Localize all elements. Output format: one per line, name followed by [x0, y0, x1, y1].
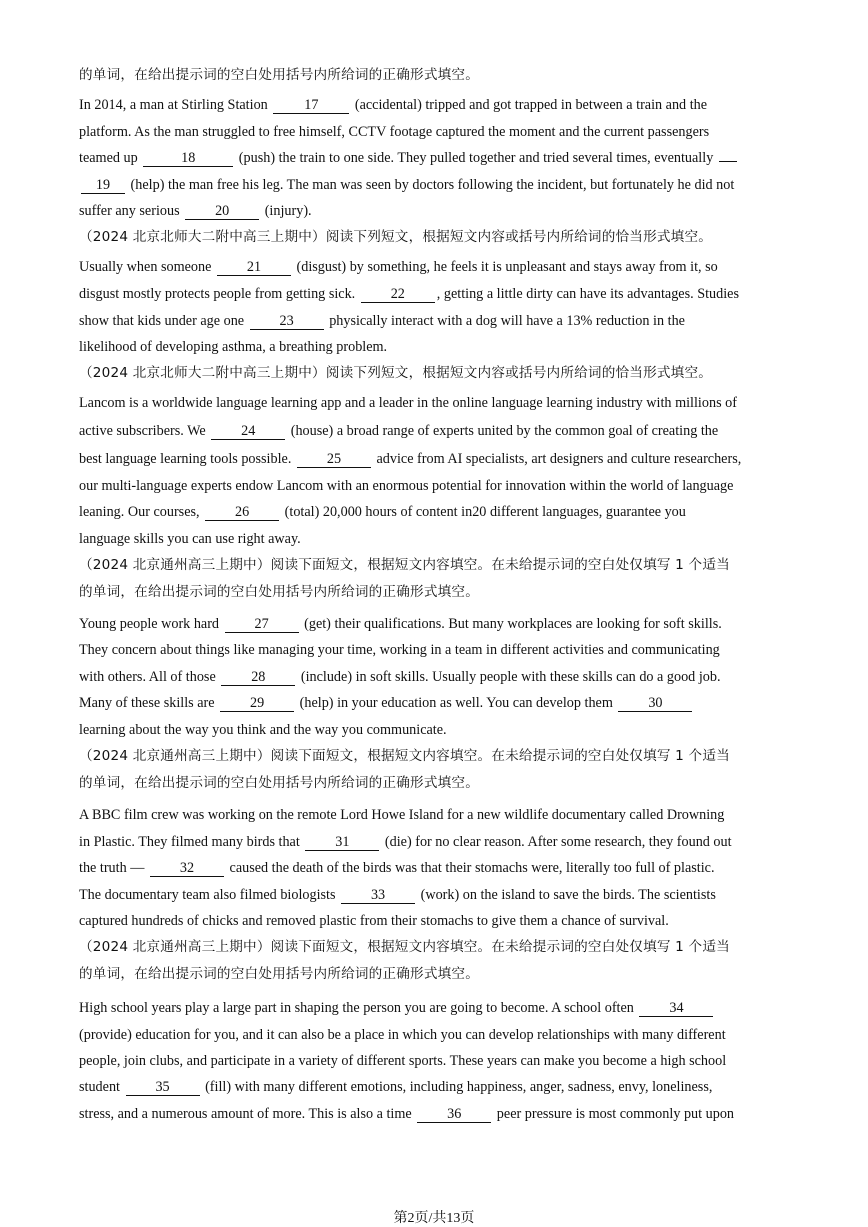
- text-segment: suffer any serious: [79, 203, 184, 219]
- answer-blank[interactable]: 21: [217, 260, 291, 276]
- text-segment: Usually when someone: [79, 259, 215, 275]
- text-segment: active subscribers. We: [79, 423, 210, 439]
- text-line: [79, 668, 808, 686]
- answer-blank[interactable]: 32: [150, 861, 224, 877]
- text-line: [79, 583, 808, 601]
- answer-blank[interactable]: 33: [341, 888, 415, 904]
- text-segment: caused the death of the birds was that their stomachs were, literally too full of plastic.: [225, 860, 715, 876]
- text-segment: They concern about things like managing your time, working in a team in different activities and communicating: [79, 642, 720, 658]
- answer-blank[interactable]: 25: [297, 452, 371, 468]
- text-line: [79, 615, 808, 633]
- text-line: [79, 1052, 808, 1070]
- text-line: [79, 912, 808, 930]
- text-line: [79, 1105, 808, 1123]
- text-segment: captured hundreds of chicks and removed plastic from their stomachs to give them a chance of survival.: [79, 913, 669, 929]
- text-segment: High school years play a large part in shaping the person you are going to become. A school often: [79, 1000, 638, 1016]
- answer-blank[interactable]: 26: [205, 505, 279, 521]
- text-line: [79, 556, 808, 574]
- text-segment: Young people work hard: [79, 616, 223, 632]
- text-segment: (accidental) tripped and got trapped in between a train and the: [351, 97, 708, 113]
- text-line: [79, 394, 808, 412]
- text-segment: In 2014, a man at Stirling Station: [79, 97, 272, 113]
- text-segment: (work) on the island to save the birds. The scientists: [417, 887, 716, 903]
- text-segment: 的单词，在给出提示词的空白处用括号内所给词的正确形式填空。: [79, 584, 480, 600]
- text-segment: 的单词，在给出提示词的空白处用括号内所给词的正确形式填空。: [79, 966, 480, 982]
- text-line: [79, 833, 808, 851]
- answer-blank[interactable]: 29: [220, 696, 294, 712]
- text-segment: (push) the train to one side. They pulled together and tried several times, eventually: [235, 150, 717, 166]
- text-segment: physically interact with a dog will have a 13% reduction in the: [325, 313, 685, 329]
- answer-blank[interactable]: 27: [225, 617, 299, 633]
- text-segment: , getting a little dirty can have its advantages. Studies: [436, 286, 739, 302]
- text-line: [79, 1026, 808, 1044]
- text-segment: (injury).: [261, 203, 312, 219]
- text-line: [79, 503, 808, 521]
- text-line: [79, 66, 808, 84]
- text-segment: Lancom is a worldwide language learning app and a leader in the online language learning industry with millions of: [79, 395, 737, 411]
- text-segment: The documentary team also filmed biologists: [79, 887, 340, 903]
- text-line: [79, 1078, 808, 1096]
- answer-blank[interactable]: 24: [211, 424, 285, 440]
- answer-blank[interactable]: 17: [273, 98, 349, 114]
- answer-blank[interactable]: 18: [143, 151, 233, 167]
- text-segment: (help) the man free his leg. The man was seen by doctors following the incident, but fortunately he did not: [127, 177, 735, 193]
- text-line: [79, 774, 808, 792]
- page-footer: 第2页/共13页: [393, 1211, 475, 1226]
- answer-blank[interactable]: 19: [81, 178, 125, 194]
- text-segment: advice from AI specialists, art designers and culture researchers,: [372, 451, 742, 467]
- text-segment: Many of these skills are: [79, 695, 219, 711]
- text-line: [79, 228, 808, 246]
- answer-blank[interactable]: 22: [361, 287, 435, 303]
- text-line: [79, 202, 808, 220]
- text-line: [79, 477, 808, 495]
- answer-blank[interactable]: 30: [618, 696, 692, 712]
- text-line: [79, 806, 808, 824]
- text-line: [79, 176, 808, 194]
- text-line: [79, 285, 808, 303]
- text-segment: （2024 北京北师大二附中高三上期中）阅读下列短文，根据短文内容或括号内所给词的恰当形式填空。: [79, 365, 713, 381]
- text-segment: with others. All of those: [79, 669, 220, 685]
- text-segment: (house) a broad range of experts united by the common goal of creating the: [287, 423, 719, 439]
- text-segment: platform. As the man struggled to free himself, CCTV footage captured the moment and the current passengers: [79, 124, 710, 140]
- text-line: [79, 721, 808, 739]
- answer-blank[interactable]: 34: [639, 1001, 713, 1017]
- text-segment: our multi-language experts endow Lancom with an enormous potential for innovation within the world of language: [79, 478, 734, 494]
- text-segment: in Plastic. They filmed many birds that: [79, 834, 304, 850]
- text-segment: A BBC film crew was working on the remote Lord Howe Island for a new wildlife documentary called Drowning: [79, 807, 725, 823]
- text-segment: 的单词，在给出提示词的空白处用括号内所给词的正确形式填空。: [79, 775, 480, 791]
- answer-blank[interactable]: 31: [305, 835, 379, 851]
- text-segment: (total) 20,000 hours of content in20 different languages, guarantee you: [281, 504, 686, 520]
- text-line: [79, 338, 808, 356]
- text-line: [79, 886, 808, 904]
- text-line: [79, 530, 808, 548]
- text-line: [79, 149, 808, 167]
- text-line: [79, 312, 808, 330]
- text-line: [79, 450, 808, 468]
- text-segment: (help) in your education as well. You can develop them: [296, 695, 617, 711]
- text-line: [79, 641, 808, 659]
- text-segment: （2024 北京北师大二附中高三上期中）阅读下列短文，根据短文内容或括号内所给词的恰当形式填空。: [79, 229, 713, 245]
- answer-blank[interactable]: 23: [250, 314, 324, 330]
- text-segment: best language learning tools possible.: [79, 451, 295, 467]
- text-segment: people, join clubs, and participate in a variety of different sports. These years can make you become a high school: [79, 1053, 727, 1069]
- text-line: [79, 859, 808, 877]
- text-segment: teamed up: [79, 150, 142, 166]
- text-segment: 的单词，在给出提示词的空白处用括号内所给词的正确形式填空。: [79, 67, 480, 83]
- answer-blank[interactable]: 28: [221, 670, 295, 686]
- text-line: [79, 938, 808, 956]
- text-segment: (include) in soft skills. Usually people with these skills can do a good job.: [297, 669, 721, 685]
- text-line: [79, 96, 808, 114]
- text-segment: show that kids under age one: [79, 313, 248, 329]
- text-line: [79, 422, 808, 440]
- answer-blank[interactable]: 35: [126, 1080, 200, 1096]
- text-segment: (get) their qualifications. But many workplaces are looking for soft skills.: [300, 616, 722, 632]
- text-line: [79, 999, 808, 1017]
- text-line: [79, 123, 808, 141]
- text-segment: peer pressure is most commonly put upon: [493, 1106, 735, 1122]
- text-line: [79, 258, 808, 276]
- text-segment: （2024 北京通州高三上期中）阅读下面短文，根据短文内容填空。在未给提示词的空白处仅填写 1 个适当: [79, 557, 730, 573]
- text-segment: （2024 北京通州高三上期中）阅读下面短文，根据短文内容填空。在未给提示词的空白处仅填写 1 个适当: [79, 748, 730, 764]
- text-segment: student: [79, 1079, 124, 1095]
- text-segment: language skills you can use right away.: [79, 531, 301, 547]
- text-segment: (disgust) by something, he feels it is unpleasant and stays away from it, so: [292, 259, 718, 275]
- text-segment: (provide) education for you, and it can also be a place in which you can develop relationships with many different: [79, 1027, 726, 1043]
- text-segment: disgust mostly protects people from getting sick.: [79, 286, 359, 302]
- text-segment: （2024 北京通州高三上期中）阅读下面短文，根据短文内容填空。在未给提示词的空白处仅填写 1 个适当: [79, 939, 730, 955]
- text-segment: the truth —: [79, 860, 148, 876]
- text-line: [79, 694, 808, 712]
- text-line: [79, 965, 808, 983]
- text-line: [79, 364, 808, 382]
- text-segment: learning about the way you think and the way you communicate.: [79, 722, 447, 738]
- text-segment: likelihood of developing asthma, a breathing problem.: [79, 339, 388, 355]
- text-segment: (fill) with many different emotions, including happiness, anger, sadness, envy, loneliness,: [201, 1079, 713, 1095]
- answer-blank[interactable]: [719, 161, 737, 162]
- answer-blank[interactable]: 36: [417, 1107, 491, 1123]
- answer-blank[interactable]: 20: [185, 204, 259, 220]
- text-line: [79, 747, 808, 765]
- text-segment: (die) for no clear reason. After some research, they found out: [381, 834, 732, 850]
- text-segment: stress, and a numerous amount of more. This is also a time: [79, 1106, 416, 1122]
- text-segment: leaning. Our courses,: [79, 504, 204, 520]
